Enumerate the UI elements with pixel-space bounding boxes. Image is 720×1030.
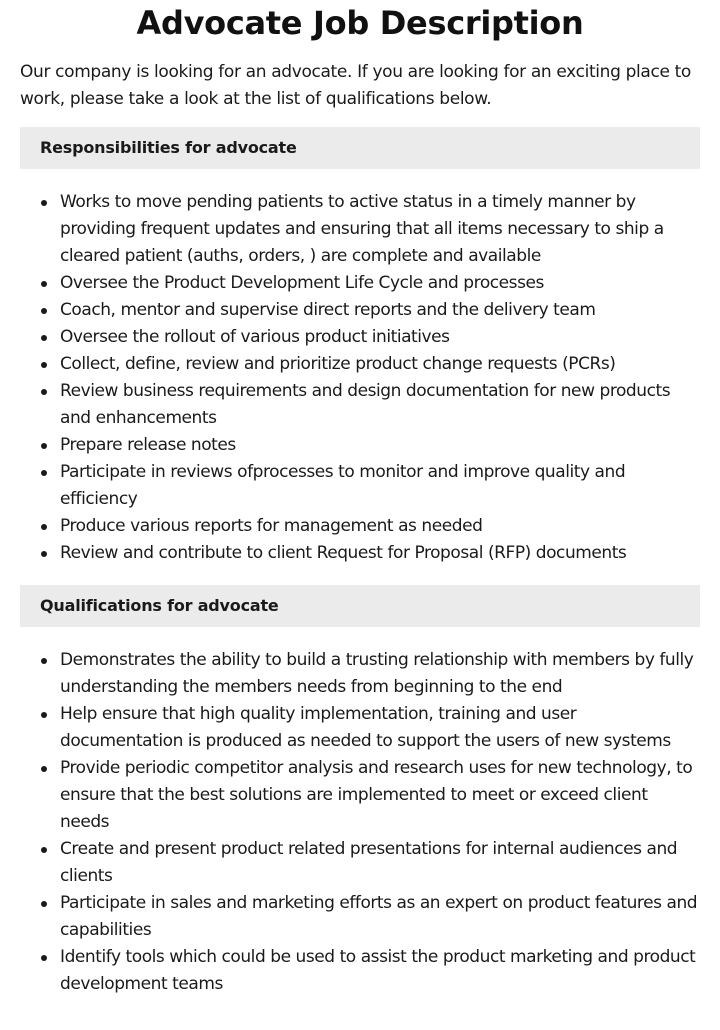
bullet-icon (41, 766, 47, 772)
bullet-icon (41, 443, 47, 449)
list-item (60, 701, 700, 755)
list-item (60, 647, 700, 701)
list-item (60, 755, 700, 836)
list-item-text: Create and present product related presentations for internal audiences and clients (60, 839, 678, 886)
bullet-icon (41, 200, 47, 206)
list-item-text: Works to move pending patients to active status in a timely manner by providing frequent updates and ensuring that all items necessary to ship a cleared patient (auths, orders, ) are complete and available (60, 192, 664, 266)
bullet-icon (41, 955, 47, 961)
list-item (60, 944, 700, 998)
list-item (60, 513, 700, 540)
list-item (60, 351, 700, 378)
bullet-icon (41, 281, 47, 287)
bullet-icon (41, 551, 47, 557)
bullet-icon (41, 470, 47, 476)
list-item-text: Demonstrates the ability to build a trusting relationship with members by fully understanding the members needs from beginning to the end (60, 650, 694, 697)
bullet-icon (41, 847, 47, 853)
list-item-text: Participate in reviews ofprocesses to monitor and improve quality and efficiency (60, 462, 626, 509)
list-item-text: Review business requirements and design documentation for new products and enhancements (60, 381, 671, 428)
responsibilities-list (20, 189, 700, 567)
bullet-icon (41, 335, 47, 341)
list-item-text: Help ensure that high quality implementation, training and user documentation is produced as needed to support the users of new systems (60, 704, 671, 751)
bullet-icon (41, 712, 47, 718)
list-item-text: Collect, define, review and prioritize product change requests (PCRs) (60, 354, 616, 374)
bullet-icon (41, 362, 47, 368)
bullet-icon (41, 389, 47, 395)
list-item (60, 297, 700, 324)
list-item (60, 890, 700, 944)
list-item-text: Participate in sales and marketing efforts as an expert on product features and capabilities (60, 893, 698, 940)
list-item (60, 324, 700, 351)
bullet-icon (41, 901, 47, 907)
responsibilities-heading: Responsibilities for advocate (20, 127, 700, 169)
list-item (60, 836, 700, 890)
list-item-text: Review and contribute to client Request for Proposal (RFP) documents (60, 543, 627, 563)
page-title: Advocate Job Description (136, 4, 584, 42)
list-item-text: Coach, mentor and supervise direct reports and the delivery team (60, 300, 596, 320)
list-item-text: Produce various reports for management as needed (60, 516, 483, 536)
list-item-text: Prepare release notes (60, 435, 236, 455)
list-item (60, 378, 700, 432)
list-item (60, 540, 700, 567)
list-item (60, 459, 700, 513)
list-item (60, 189, 700, 270)
list-item-text: Provide periodic competitor analysis and research uses for new technology, to ensure that the best solutions are implemented to meet or exceed client needs (60, 758, 693, 832)
qualifications-heading: Qualifications for advocate (20, 585, 700, 627)
qualifications-list (20, 647, 700, 998)
intro-paragraph: Our company is looking for an advocate. If you are looking for an exciting place to work, please take a look at the list of qualifications below. (20, 62, 691, 109)
list-item (60, 270, 700, 297)
list-item (60, 432, 700, 459)
bullet-icon (41, 524, 47, 530)
list-item-text: Oversee the Product Development Life Cycle and processes (60, 273, 544, 293)
bullet-icon (41, 658, 47, 664)
list-item-text: Oversee the rollout of various product initiatives (60, 327, 450, 347)
bullet-icon (41, 308, 47, 314)
list-item-text: Identify tools which could be used to assist the product marketing and product development teams (60, 947, 696, 994)
